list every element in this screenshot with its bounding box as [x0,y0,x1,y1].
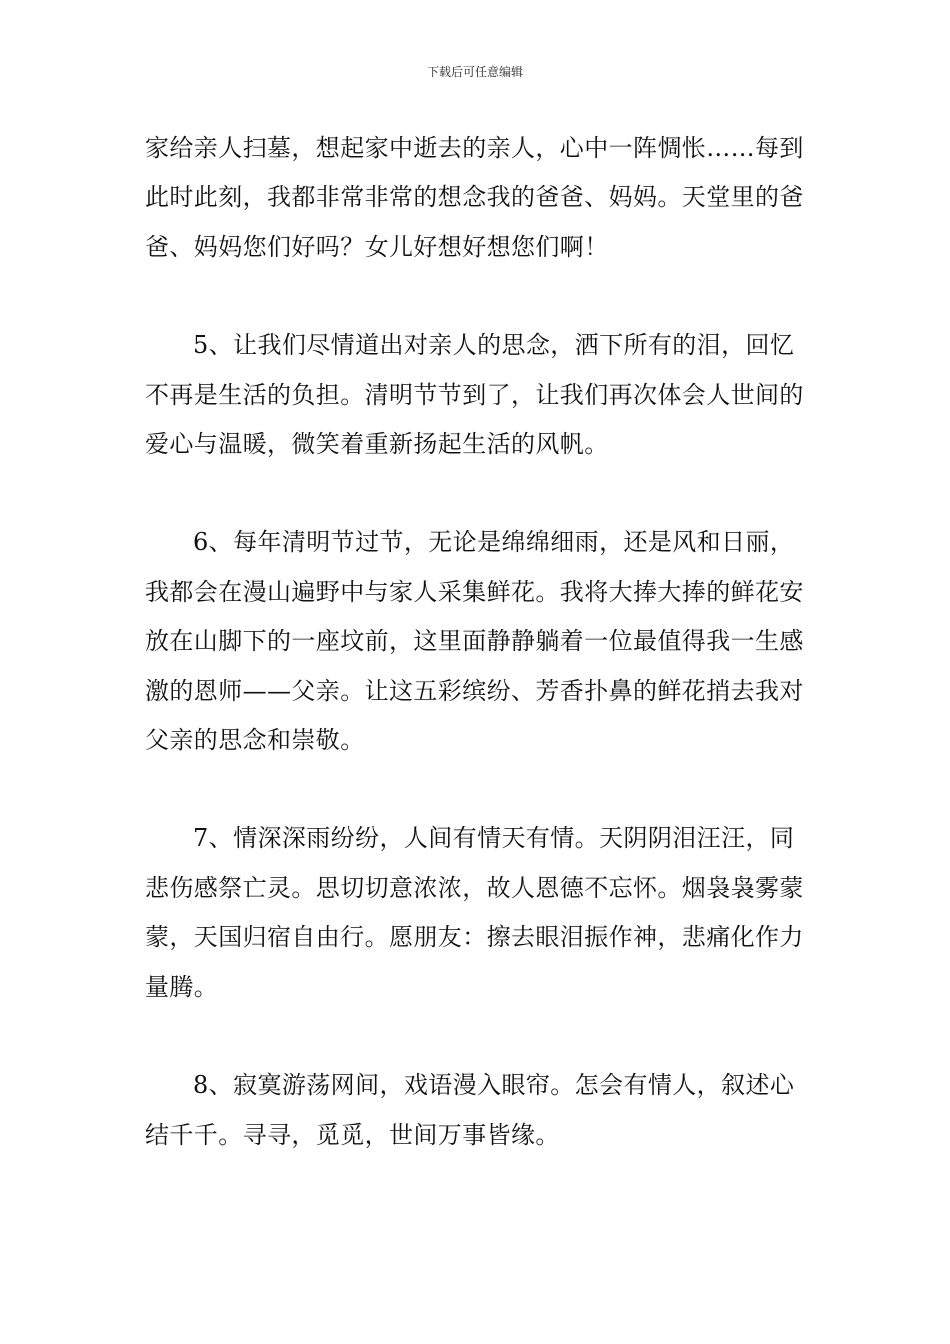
paragraph-item-8: 8、寂寞游荡网间，戏语漫入眼帘。怎会有情人，叙述心结千千。寻寻，觅觅，世间万事皆缘。 [145,1071,795,1149]
paragraph-item-7: 7、情深深雨纷纷，人间有情天有情。天阴阴泪汪汪，同悲伤感祭亡灵。思切切意浓浓，故人恩德不忘怀。烟袅袅雾蒙蒙，天国归宿自由行。愿朋友：擦去眼泪振作神，悲痛化作力量腾。 [145,824,804,1001]
page-header-note: 下载后可任意编辑 [426,65,523,79]
paragraph-continuation: 家给亲人扫墓，想起家中逝去的亲人，心中一阵惆怅……每到此时此刻，我都非常非常的想念我的爸爸、妈妈。天堂里的爸爸、妈妈您们好吗？女儿好想好想您们啊！ [145,134,804,261]
paragraph-item-5: 5、让我们尽情道出对亲人的思念，洒下所有的泪，回忆不再是生活的负担。清明节节到了，让我们再次体会人世间的爱心与温暖，微笑着重新扬起生活的风帆。 [145,331,804,459]
paragraph-gap [145,765,810,814]
document-body [145,124,810,1160]
paragraph-item-6: 6、每年清明节过节，无论是绵绵细雨，还是风和日丽，我都会在漫山遍野中与家人采集鲜花。我将大捧大捧的鲜花安放在山脚下的一座坟前，这里面静静躺着一位最值得我一生感激的恩师——父亲。让这五彩缤纷、芳香扑鼻的鲜花捎去我对父亲的思念和崇敬。 [145,528,804,755]
paragraph-gap [145,1012,810,1061]
paragraph-gap [145,272,810,321]
paragraph-gap [145,469,810,518]
